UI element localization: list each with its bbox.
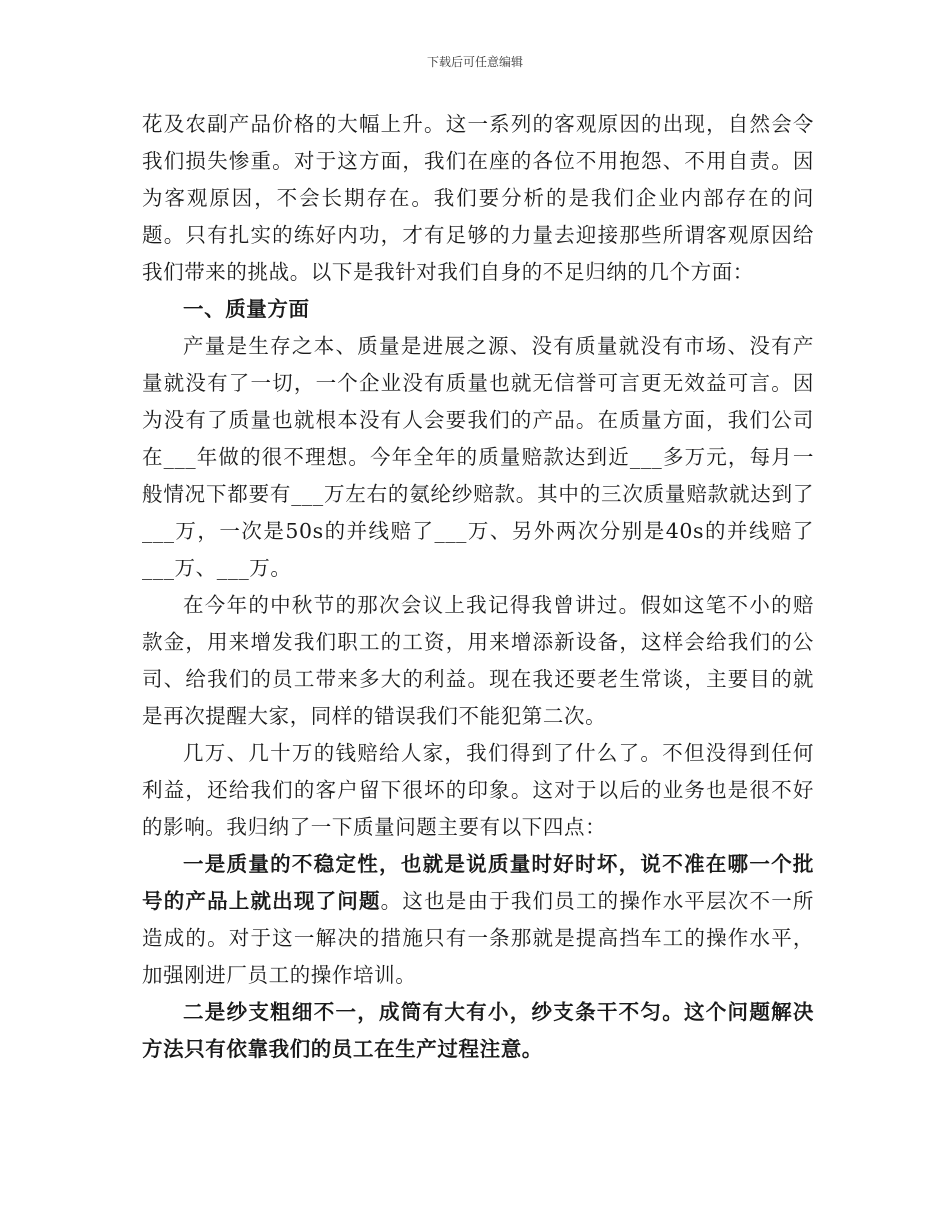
paragraph-6: 二是纱支粗细不一，成筒有大有小，纱支条干不匀。这个问题解决方法只有依靠我们的员工在生产过程注意。 — [142, 1000, 814, 1061]
point-one-text: 。这也是由于我们员工的操作水平层次不一所造成的。对于这一解决的措施只有一条那就是提高挡车工的操作水平，加强刚进厂员工的操作培训。 — [142, 889, 815, 987]
point-one-bold: 一是质量的不稳定性，也就是说质量时好时坏，说不准在哪一个批号的产品上就出现了问题 — [142, 852, 814, 913]
page-header: 下载后可任意编辑 — [426, 55, 523, 69]
section-heading-quality: 一、质量方面 — [183, 297, 310, 321]
paragraph-4: 几万、几十万的钱赔给人家，我们得到了什么了。不但没得到任何利益，还给我们的客户留下很坏的印象。这对于以后的业务也是很不好的影响。我归纳了一下质量问题主要有以下四点： — [142, 741, 814, 839]
paragraph-1: 花及农副产品价格的大幅上升。这一系列的客观原因的出现，自然会令我们损失惨重。对于这方面，我们在座的各位不用抱怨、不用自责。因为客观原因，不会长期存在。我们要分析的是我们企业内部存在的问题。只有扎实的练好内功，才有足够的力量去迎接那些所谓客观原因给我们带来的挑战。以下是我针对我们自身的不足归纳的几个方面： — [142, 112, 814, 284]
document-body — [142, 106, 814, 1068]
paragraph-2: 产量是生存之本、质量是进展之源、没有质量就没有市场、没有产量就没有了一切，一个企业没有质量也就无信誉可言更无效益可言。因为没有了质量也就根本没有人会要我们的产品。在质量方面，我们公司在___年做的很不理想。今年全年的质量赔款达到近___多万元，每月一般情况下都要有___万左右的氨纶纱赔款。其中的三次质量赔款就达到了___万，一次是50s的并线赔了___万、另外两次分别是40s的并线赔了___万、___万。 — [142, 334, 814, 580]
paragraph-3: 在今年的中秋节的那次会议上我记得我曾讲过。假如这笔不小的赔款金，用来增发我们职工的工资，用来增添新设备，这样会给我们的公司、给我们的员工带来多大的利益。现在我还要老生常谈，主要目的就是再次提醒大家，同样的错误我们不能犯第二次。 — [142, 593, 814, 728]
paragraph-5 — [142, 846, 814, 994]
